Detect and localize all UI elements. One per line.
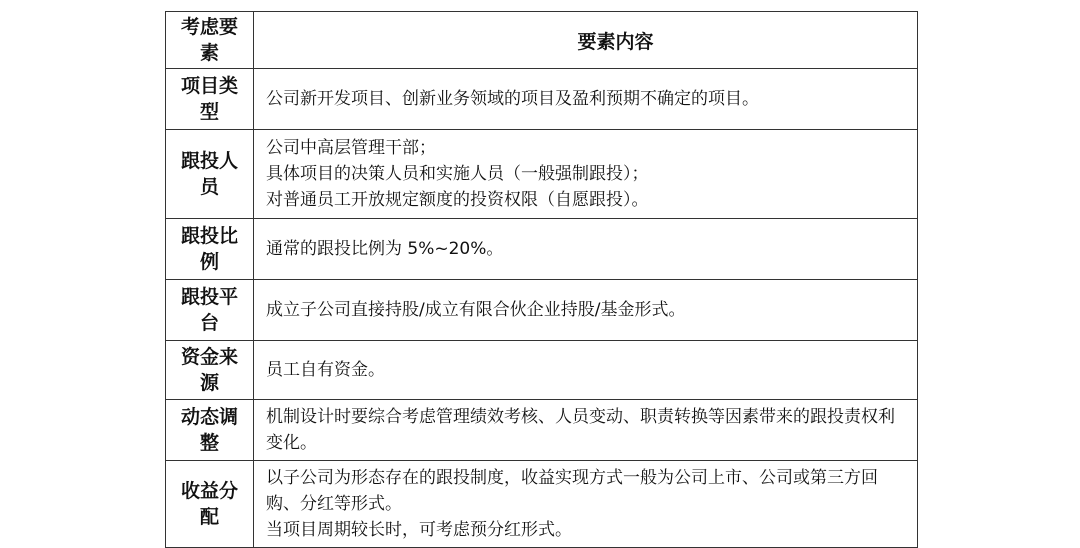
row-key-dynamic-adjustment: 动态调整: [166, 400, 254, 461]
value-line: 通常的跟投比例为 5%~20%。: [266, 239, 504, 259]
row-value-participants: [254, 130, 918, 219]
row-key-participants: 跟投人员: [166, 130, 254, 219]
row-key-platform: 跟投平台: [166, 280, 254, 341]
row-value-funding-source: [254, 341, 918, 400]
value-line: 以子公司为形态存在的跟投制度，收益实现方式一般为公司上市、公司或第三方回购、分红等形式。: [266, 468, 878, 514]
value-line: 具体项目的决策人员和实施人员（一般强制跟投）；: [266, 164, 649, 184]
header-key-cell: 考虑要素: [166, 12, 254, 69]
value-line: 公司中高层管理干部；: [266, 138, 436, 158]
row-value-ratio: [254, 219, 918, 280]
table-row: [166, 219, 918, 280]
table-row: [166, 341, 918, 400]
table-row: [166, 400, 918, 461]
factor-table: [165, 11, 918, 548]
row-value-profit-distribution: [254, 461, 918, 548]
header-value-cell: 要素内容: [254, 12, 918, 69]
value-line: 成立子公司直接持股/成立有限合伙企业持股/基金形式。: [266, 300, 686, 320]
table-row: [166, 69, 918, 130]
value-line: 对普通员工开放规定额度的投资权限（自愿跟投）。: [266, 190, 649, 210]
table-row: [166, 280, 918, 341]
row-key-ratio: 跟投比例: [166, 219, 254, 280]
value-line: 员工自有资金。: [266, 360, 385, 380]
row-key-profit-distribution: 收益分配: [166, 461, 254, 548]
row-key-funding-source: 资金来源: [166, 341, 254, 400]
factor-table-container: [165, 11, 917, 540]
row-value-platform: [254, 280, 918, 341]
row-value-project-type: [254, 69, 918, 130]
value-line: 当项目周期较长时，可考虑预分红形式。: [266, 520, 572, 540]
table-row: [166, 461, 918, 548]
value-line: 公司新开发项目、创新业务领域的项目及盈利预期不确定的项目。: [266, 89, 759, 109]
table-header-row: [166, 12, 918, 69]
value-line: 机制设计时要综合考虑管理绩效考核、人员变动、职责转换等因素带来的跟投责权利变化。: [266, 407, 895, 453]
row-value-dynamic-adjustment: [254, 400, 918, 461]
table-row: [166, 130, 918, 219]
row-key-project-type: 项目类型: [166, 69, 254, 130]
